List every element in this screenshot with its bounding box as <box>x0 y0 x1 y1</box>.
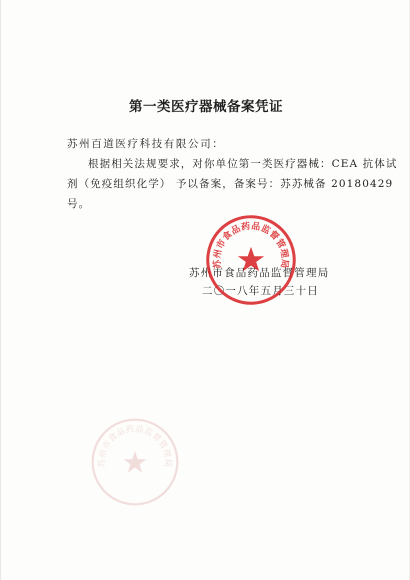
seal-ring-text: 苏州市食品药品监督管理局 <box>212 221 290 270</box>
seal-ghost-graphic <box>89 416 181 508</box>
issue-date: 二〇一八年五月三十日 <box>202 285 319 297</box>
document-title: 第一类医疗器械备案凭证 <box>129 99 283 115</box>
addressee-company: 苏州百道医疗科技有限公司： <box>67 138 225 150</box>
certificate-body <box>67 154 398 214</box>
body-line-2: 剂（免疫组织化学） 予以备案，备案号：苏苏械备 20180429 <box>67 178 394 190</box>
seal-red-graphic <box>204 213 298 307</box>
issuing-authority: 苏州市食品药品监督管理局 <box>189 267 330 279</box>
ghost-seal-ring-text: 苏州市食品药品监督管理局 <box>96 423 174 468</box>
official-seal-icon <box>204 213 298 307</box>
body-line-1: 根据相关法规要求，对你单位第一类医疗器械：CEA 抗体试 <box>88 158 398 170</box>
body-line-3: 号。 <box>67 198 91 210</box>
faded-seal-icon <box>89 416 181 508</box>
